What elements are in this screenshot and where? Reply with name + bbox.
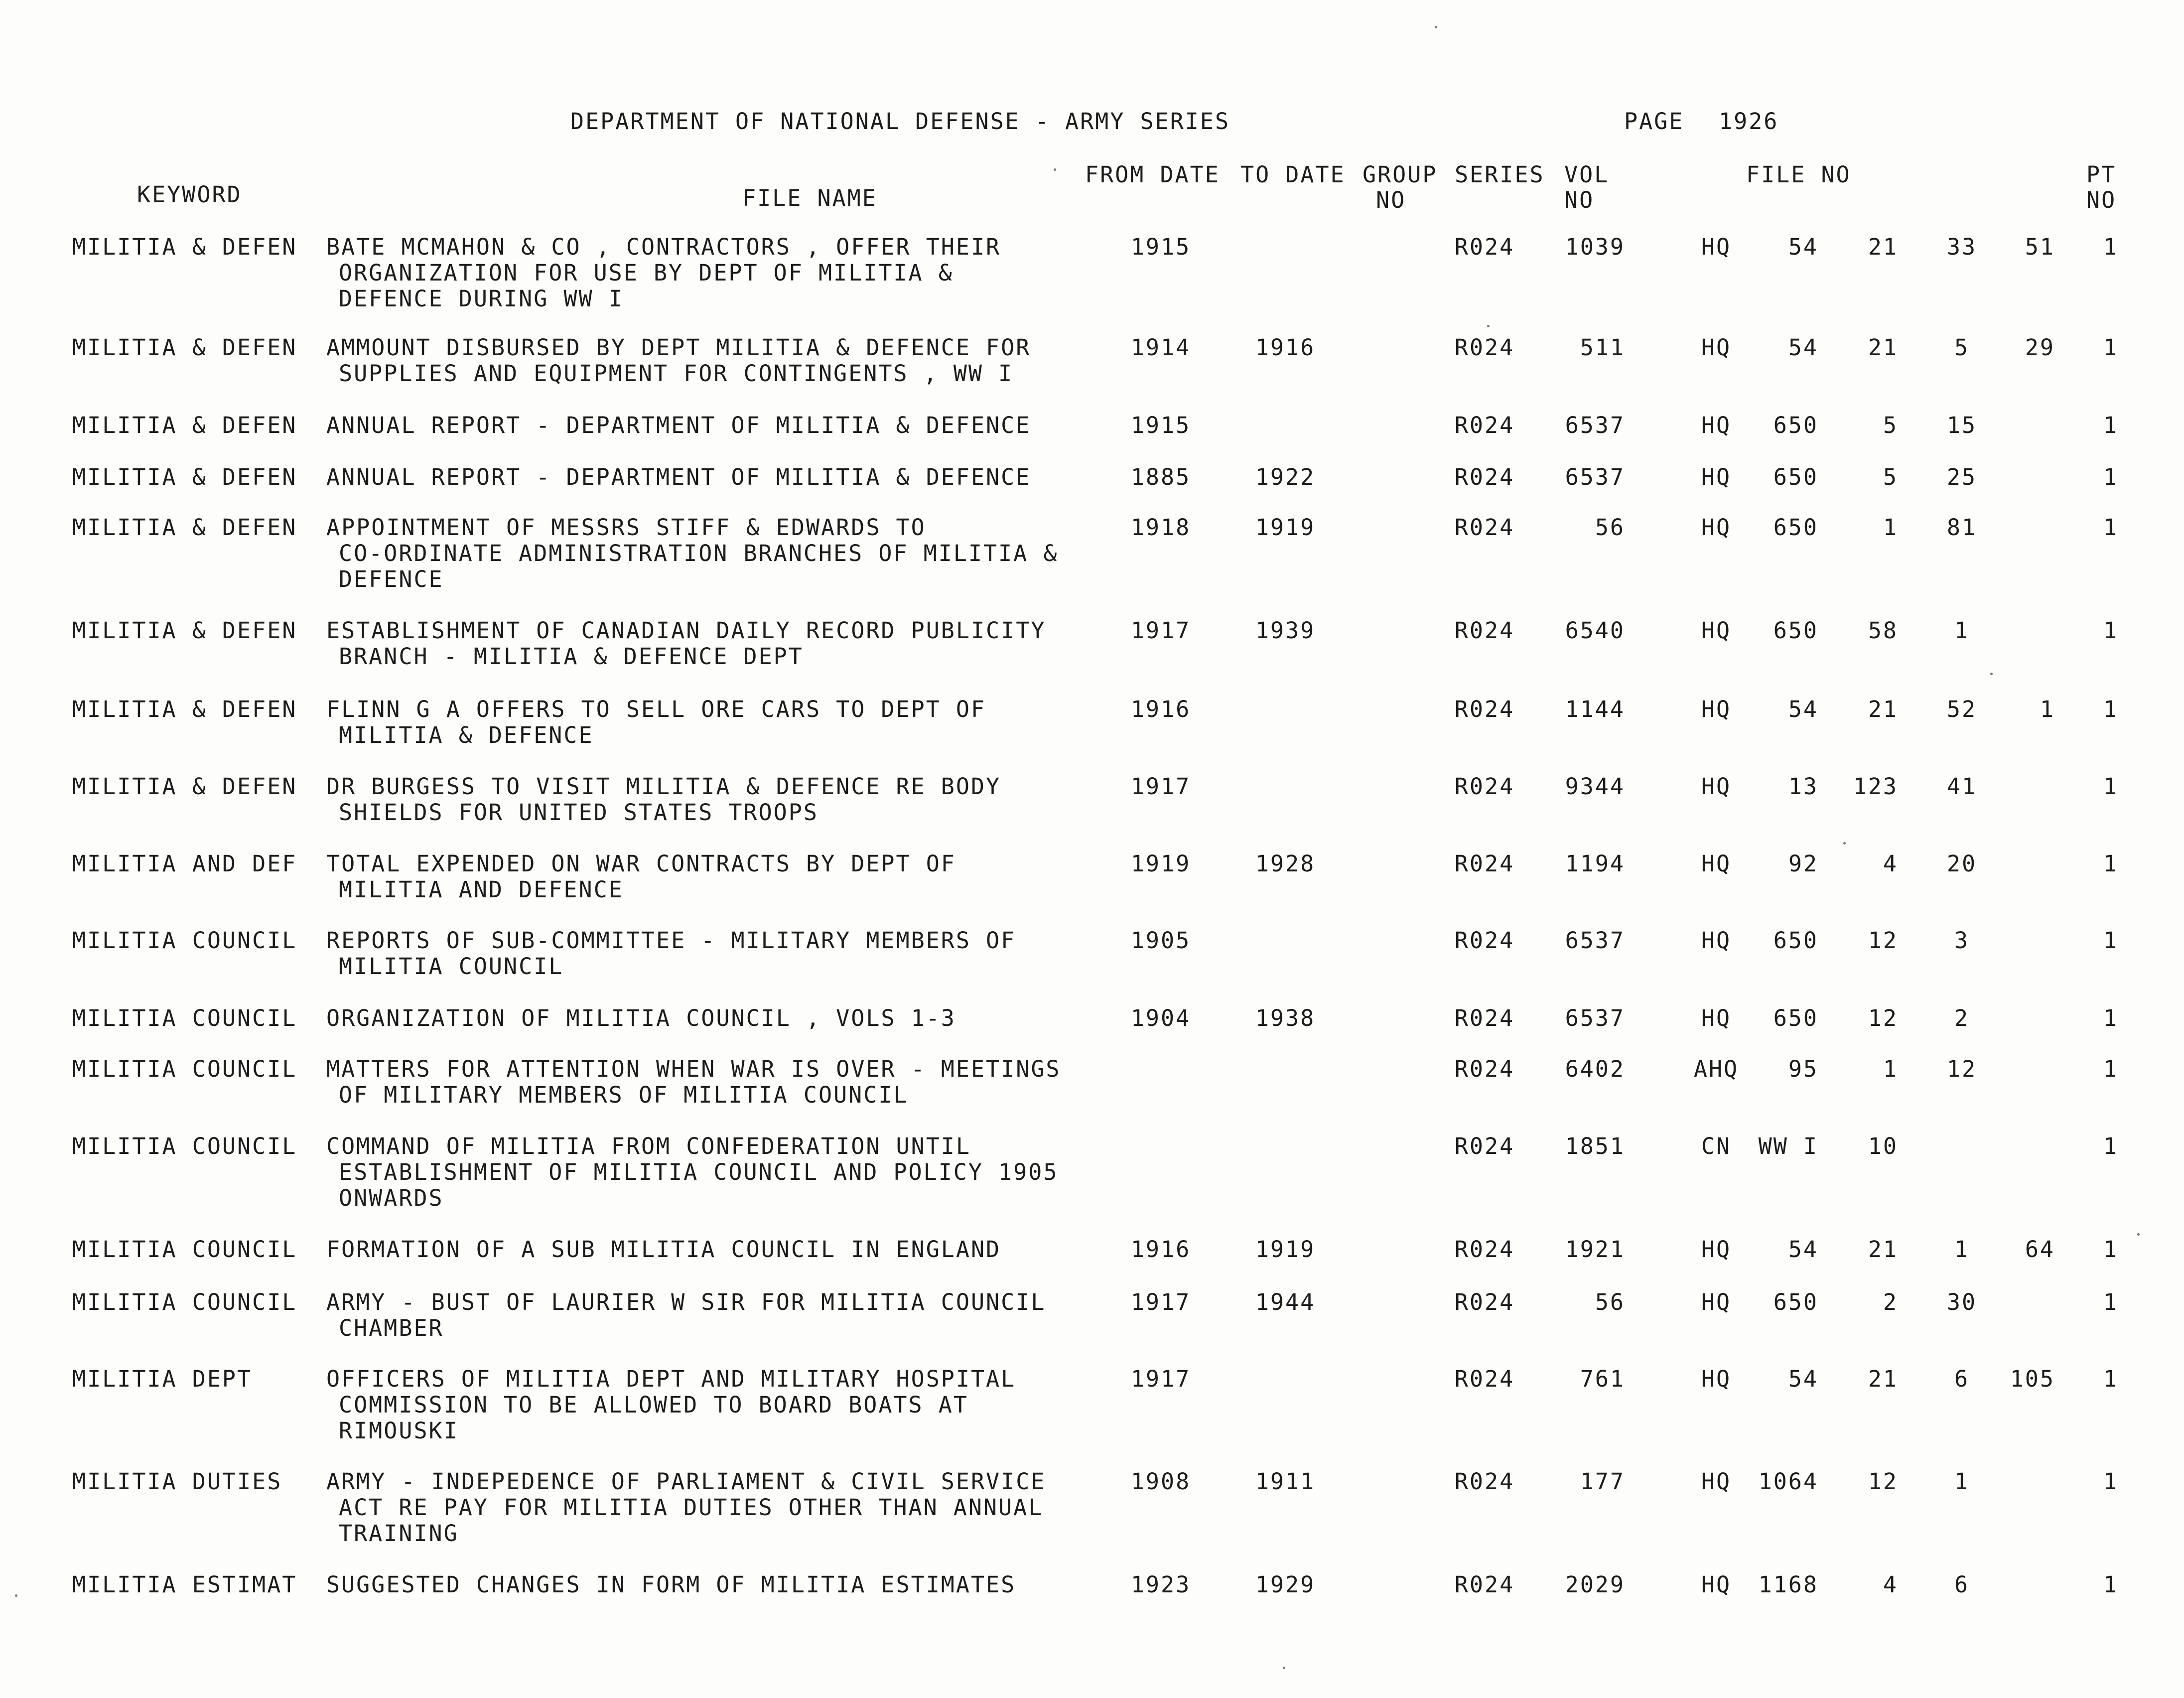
cell-file-no-1: 1168 — [1758, 1571, 1818, 1598]
cell-to-date: 1919 — [1255, 1236, 1316, 1263]
cell-vol-no: 6402 — [1565, 1056, 1625, 1082]
cell-vol-no: 2029 — [1565, 1571, 1625, 1598]
cell-file-name: OFFICERS OF MILITIA DEPT AND MILITARY HOSPITAL — [326, 1366, 1016, 1392]
cell-file-no-2: 2 — [1883, 1289, 1898, 1315]
cell-file-name: ANNUAL REPORT - DEPARTMENT OF MILITIA & DEFENCE — [326, 412, 1031, 438]
cell-from-date: 1919 — [1130, 850, 1191, 877]
cell-file-name: ANNUAL REPORT - DEPARTMENT OF MILITIA & DEFENCE — [326, 464, 1031, 490]
cell-file-no-4: 1 — [2040, 696, 2055, 722]
cell-file-no-prefix: HQ — [1701, 1366, 1732, 1392]
cell-file-name: AMMOUNT DISBURSED BY DEPT MILITIA & DEFENCE FOR — [326, 334, 1031, 361]
cell-keyword: MILITIA COUNCIL — [72, 1133, 297, 1159]
cell-series: R024 — [1454, 1366, 1515, 1392]
cell-file-name: RIMOUSKI — [339, 1417, 459, 1444]
cell-file-no-1: 92 — [1788, 850, 1818, 877]
cell-pt-no: 1 — [2103, 1005, 2119, 1031]
cell-file-no-prefix: HQ — [1701, 1468, 1732, 1495]
cell-pt-no: 1 — [2103, 1571, 2119, 1598]
cell-file-name: FORMATION OF A SUB MILITIA COUNCIL IN ENGLAND — [326, 1236, 1001, 1263]
cell-pt-no: 1 — [2103, 850, 2119, 877]
cell-file-no-2: 5 — [1883, 464, 1898, 490]
cell-vol-no: 6537 — [1565, 412, 1625, 438]
cell-file-no-3: 30 — [1946, 1289, 1977, 1315]
cell-file-name: TRAINING — [339, 1520, 459, 1547]
cell-from-date: 1904 — [1130, 1005, 1191, 1031]
cell-series: R024 — [1454, 234, 1515, 260]
scan-speck — [1435, 26, 1437, 28]
cell-keyword: MILITIA COUNCIL — [72, 1236, 297, 1263]
cell-vol-no: 1039 — [1565, 234, 1625, 260]
cell-series: R024 — [1454, 617, 1515, 644]
cell-keyword: MILITIA COUNCIL — [72, 1005, 297, 1031]
cell-keyword: MILITIA & DEFEN — [72, 464, 297, 490]
cell-from-date: 1917 — [1130, 1289, 1191, 1315]
cell-file-no-3: 6 — [1954, 1571, 1970, 1598]
cell-file-no-2: 4 — [1883, 850, 1898, 877]
page-title: DEPARTMENT OF NATIONAL DEFENSE - ARMY SERIES — [570, 108, 1230, 135]
cell-vol-no: 1144 — [1565, 696, 1625, 722]
col-header-vol-no: NO — [1564, 187, 1595, 213]
cell-file-no-3: 5 — [1954, 334, 1970, 361]
cell-file-no-3: 15 — [1946, 412, 1977, 438]
cell-vol-no: 761 — [1580, 1366, 1625, 1392]
cell-file-no-3: 41 — [1946, 773, 1977, 800]
cell-file-name: ARMY - INDEPEDENCE OF PARLIAMENT & CIVIL SERVICE — [326, 1468, 1046, 1495]
cell-file-name: MILITIA AND DEFENCE — [339, 876, 624, 903]
cell-file-no-2: 123 — [1853, 773, 1898, 800]
cell-series: R024 — [1454, 1133, 1515, 1159]
col-header-group-no: NO — [1376, 187, 1406, 213]
cell-file-no-1: WW I — [1758, 1133, 1818, 1159]
cell-keyword: MILITIA & DEFEN — [72, 773, 297, 800]
cell-file-no-2: 21 — [1868, 1236, 1898, 1263]
cell-file-no-1: 1064 — [1758, 1468, 1818, 1495]
col-header-from-date: FROM DATE — [1085, 161, 1220, 188]
cell-file-no-2: 21 — [1868, 696, 1898, 722]
col-header-series: SERIES — [1455, 161, 1545, 188]
cell-to-date: 1929 — [1255, 1571, 1316, 1598]
cell-file-no-2: 4 — [1883, 1571, 1898, 1598]
cell-series: R024 — [1454, 850, 1515, 877]
col-header-group: GROUP — [1363, 161, 1438, 188]
cell-from-date: 1916 — [1130, 696, 1191, 722]
scan-speck — [1843, 842, 1846, 845]
cell-keyword: MILITIA AND DEF — [72, 850, 297, 877]
cell-file-no-3: 12 — [1946, 1056, 1977, 1082]
cell-file-no-prefix: HQ — [1701, 1289, 1732, 1315]
cell-file-no-prefix: HQ — [1701, 773, 1732, 800]
cell-file-name: BATE MCMAHON & CO , CONTRACTORS , OFFER THEIR — [326, 234, 1001, 260]
cell-pt-no: 1 — [2103, 514, 2119, 541]
cell-to-date: 1939 — [1255, 617, 1316, 644]
cell-file-no-1: 650 — [1773, 1289, 1818, 1315]
cell-pt-no: 1 — [2103, 617, 2119, 644]
cell-file-no-prefix: AHQ — [1693, 1056, 1739, 1082]
cell-file-no-1: 13 — [1788, 773, 1818, 800]
scan-speck — [1487, 325, 1490, 327]
cell-file-no-3: 2 — [1954, 1005, 1970, 1031]
page-number: 1926 — [1719, 108, 1779, 135]
col-header-file-no: FILE NO — [1746, 161, 1851, 188]
scan-speck — [1054, 168, 1056, 171]
cell-pt-no: 1 — [2103, 412, 2119, 438]
cell-from-date: 1885 — [1130, 464, 1191, 490]
cell-keyword: MILITIA & DEFEN — [72, 617, 297, 644]
cell-file-name: BRANCH - MILITIA & DEFENCE DEPT — [339, 643, 804, 670]
cell-file-name: DEFENCE DURING WW I — [339, 285, 624, 312]
cell-file-name: ORGANIZATION FOR USE BY DEPT OF MILITIA & — [339, 260, 954, 286]
cell-file-no-3: 6 — [1954, 1366, 1970, 1392]
cell-file-name: MILITIA & DEFENCE — [339, 722, 594, 748]
cell-from-date: 1905 — [1130, 927, 1191, 954]
cell-file-no-4: 64 — [2025, 1236, 2055, 1263]
cell-to-date: 1916 — [1255, 334, 1316, 361]
cell-file-no-prefix: HQ — [1701, 1236, 1732, 1263]
cell-file-no-1: 54 — [1788, 234, 1818, 260]
cell-vol-no: 1851 — [1565, 1133, 1625, 1159]
cell-file-no-3: 20 — [1946, 850, 1977, 877]
page-label: PAGE — [1624, 108, 1684, 135]
col-header-pt: PT — [2086, 161, 2117, 188]
cell-vol-no: 56 — [1595, 514, 1625, 541]
cell-keyword: MILITIA ESTIMAT — [72, 1571, 297, 1598]
cell-file-no-1: 54 — [1788, 334, 1818, 361]
cell-file-name: SUPPLIES AND EQUIPMENT FOR CONTINGENTS , WW I — [339, 360, 1014, 387]
cell-vol-no: 6537 — [1565, 927, 1625, 954]
cell-file-name: ONWARDS — [339, 1185, 444, 1211]
cell-file-name: ESTABLISHMENT OF CANADIAN DAILY RECORD PUBLICITY — [326, 617, 1046, 644]
cell-vol-no: 511 — [1580, 334, 1625, 361]
cell-file-no-1: 650 — [1773, 412, 1818, 438]
cell-series: R024 — [1454, 1005, 1515, 1031]
cell-from-date: 1914 — [1130, 334, 1191, 361]
cell-file-no-1: 650 — [1773, 927, 1818, 954]
cell-file-no-2: 58 — [1868, 617, 1898, 644]
cell-vol-no: 1194 — [1565, 850, 1625, 877]
cell-keyword: MILITIA DUTIES — [72, 1468, 282, 1495]
cell-pt-no: 1 — [2103, 1236, 2119, 1263]
cell-file-name: OF MILITARY MEMBERS OF MILITIA COUNCIL — [339, 1082, 909, 1108]
cell-series: R024 — [1454, 1056, 1515, 1082]
cell-file-name: CO-ORDINATE ADMINISTRATION BRANCHES OF MILITIA & — [339, 540, 1059, 566]
cell-file-name: SHIELDS FOR UNITED STATES TROOPS — [339, 799, 819, 826]
cell-file-name: MILITIA COUNCIL — [339, 953, 564, 980]
cell-pt-no: 1 — [2103, 1056, 2119, 1082]
cell-keyword: MILITIA COUNCIL — [72, 1056, 297, 1082]
cell-file-no-1: 650 — [1773, 617, 1818, 644]
cell-keyword: MILITIA COUNCIL — [72, 927, 297, 954]
cell-pt-no: 1 — [2103, 696, 2119, 722]
cell-pt-no: 1 — [2103, 334, 2119, 361]
cell-file-no-3: 33 — [1946, 234, 1977, 260]
col-header-file-name: FILE NAME — [742, 185, 877, 211]
cell-file-no-4: 105 — [2010, 1366, 2055, 1392]
cell-file-name: ACT RE PAY FOR MILITIA DUTIES OTHER THAN ANNUAL — [339, 1494, 1044, 1521]
cell-series: R024 — [1454, 1571, 1515, 1598]
cell-file-name: DR BURGESS TO VISIT MILITIA & DEFENCE RE BODY — [326, 773, 1001, 800]
cell-file-no-2: 10 — [1868, 1133, 1898, 1159]
cell-from-date: 1908 — [1130, 1468, 1191, 1495]
cell-file-no-prefix: CN — [1701, 1133, 1732, 1159]
cell-file-no-prefix: HQ — [1701, 412, 1732, 438]
cell-to-date: 1922 — [1255, 464, 1316, 490]
cell-series: R024 — [1454, 514, 1515, 541]
cell-file-no-prefix: HQ — [1701, 1005, 1732, 1031]
cell-file-no-1: 54 — [1788, 696, 1818, 722]
cell-file-name: DEFENCE — [339, 566, 444, 592]
cell-pt-no: 1 — [2103, 464, 2119, 490]
cell-from-date: 1916 — [1130, 1236, 1191, 1263]
cell-file-no-3: 3 — [1954, 927, 1970, 954]
col-header-keyword: KEYWORD — [137, 181, 242, 208]
scan-speck — [1283, 1667, 1285, 1669]
cell-file-name: COMMAND OF MILITIA FROM CONFEDERATION UNTIL — [326, 1133, 971, 1159]
cell-vol-no: 9344 — [1565, 773, 1625, 800]
scan-speck — [2137, 1233, 2140, 1236]
cell-to-date: 1944 — [1255, 1289, 1316, 1315]
cell-file-no-2: 21 — [1868, 1366, 1898, 1392]
col-header-pt-no: NO — [2086, 187, 2117, 213]
cell-keyword: MILITIA & DEFEN — [72, 334, 297, 361]
cell-series: R024 — [1454, 412, 1515, 438]
cell-file-no-1: 54 — [1788, 1236, 1818, 1263]
cell-file-no-1: 650 — [1773, 464, 1818, 490]
cell-keyword: MILITIA DEPT — [72, 1366, 253, 1392]
col-header-vol: VOL — [1564, 161, 1610, 188]
cell-pt-no: 1 — [2103, 927, 2119, 954]
cell-pt-no: 1 — [2103, 1289, 2119, 1315]
cell-keyword: MILITIA COUNCIL — [72, 1289, 297, 1315]
cell-keyword: MILITIA & DEFEN — [72, 234, 297, 260]
cell-file-no-1: 54 — [1788, 1366, 1818, 1392]
cell-file-no-prefix: HQ — [1701, 617, 1732, 644]
cell-file-no-2: 12 — [1868, 927, 1898, 954]
cell-series: R024 — [1454, 1468, 1515, 1495]
cell-series: R024 — [1454, 696, 1515, 722]
cell-vol-no: 6540 — [1565, 617, 1625, 644]
cell-series: R024 — [1454, 1289, 1515, 1315]
cell-file-no-prefix: HQ — [1701, 850, 1732, 877]
cell-vol-no: 6537 — [1565, 1005, 1625, 1031]
cell-from-date: 1917 — [1130, 1366, 1191, 1392]
cell-file-name: TOTAL EXPENDED ON WAR CONTRACTS BY DEPT OF — [326, 850, 956, 877]
cell-file-name: REPORTS OF SUB-COMMITTEE - MILITARY MEMBERS OF — [326, 927, 1016, 954]
cell-file-no-4: 29 — [2025, 334, 2055, 361]
cell-file-name: FLINN G A OFFERS TO SELL ORE CARS TO DEPT OF — [326, 696, 986, 722]
cell-pt-no: 1 — [2103, 1133, 2119, 1159]
cell-to-date: 1919 — [1255, 514, 1316, 541]
cell-file-no-3: 81 — [1946, 514, 1977, 541]
cell-file-no-2: 12 — [1868, 1005, 1898, 1031]
cell-file-name: ESTABLISHMENT OF MILITIA COUNCIL AND POLICY 1905 — [339, 1159, 1059, 1185]
cell-pt-no: 1 — [2103, 1366, 2119, 1392]
cell-pt-no: 1 — [2103, 1468, 2119, 1495]
cell-series: R024 — [1454, 773, 1515, 800]
cell-file-no-3: 1 — [1954, 1468, 1970, 1495]
cell-file-no-prefix: HQ — [1701, 1571, 1732, 1598]
cell-keyword: MILITIA & DEFEN — [72, 412, 297, 438]
cell-file-no-1: 95 — [1788, 1056, 1818, 1082]
scan-speck — [1990, 673, 1993, 675]
cell-series: R024 — [1454, 334, 1515, 361]
cell-vol-no: 6537 — [1565, 464, 1625, 490]
cell-file-no-2: 1 — [1883, 514, 1898, 541]
cell-vol-no: 56 — [1595, 1289, 1625, 1315]
cell-pt-no: 1 — [2103, 773, 2119, 800]
cell-file-no-4: 51 — [2025, 234, 2055, 260]
cell-file-no-1: 650 — [1773, 1005, 1818, 1031]
cell-vol-no: 177 — [1580, 1468, 1625, 1495]
cell-file-no-3: 1 — [1954, 617, 1970, 644]
cell-file-name: ARMY - BUST OF LAURIER W SIR FOR MILITIA COUNCIL — [326, 1289, 1046, 1315]
cell-file-no-2: 12 — [1868, 1468, 1898, 1495]
cell-series: R024 — [1454, 1236, 1515, 1263]
cell-to-date: 1928 — [1255, 850, 1316, 877]
cell-file-name: MATTERS FOR ATTENTION WHEN WAR IS OVER - MEETINGS — [326, 1056, 1061, 1082]
cell-file-no-2: 1 — [1883, 1056, 1898, 1082]
cell-file-no-prefix: HQ — [1701, 696, 1732, 722]
cell-file-no-prefix: HQ — [1701, 234, 1732, 260]
cell-file-no-3: 25 — [1946, 464, 1977, 490]
cell-file-no-2: 5 — [1883, 412, 1898, 438]
cell-from-date: 1917 — [1130, 617, 1191, 644]
cell-file-no-prefix: HQ — [1701, 927, 1732, 954]
cell-from-date: 1915 — [1130, 412, 1191, 438]
cell-file-no-2: 21 — [1868, 234, 1898, 260]
cell-keyword: MILITIA & DEFEN — [72, 514, 297, 541]
cell-to-date: 1911 — [1255, 1468, 1316, 1495]
cell-from-date: 1918 — [1130, 514, 1191, 541]
cell-from-date: 1923 — [1130, 1571, 1191, 1598]
cell-pt-no: 1 — [2103, 234, 2119, 260]
cell-keyword: MILITIA & DEFEN — [72, 696, 297, 722]
cell-file-name: SUGGESTED CHANGES IN FORM OF MILITIA ESTIMATES — [326, 1571, 1016, 1598]
cell-from-date: 1915 — [1130, 234, 1191, 260]
col-header-to-date: TO DATE — [1240, 161, 1346, 188]
cell-file-no-3: 1 — [1954, 1236, 1970, 1263]
cell-file-name: ORGANIZATION OF MILITIA COUNCIL , VOLS 1-3 — [326, 1005, 956, 1031]
cell-file-name: COMMISSION TO BE ALLOWED TO BOARD BOATS AT — [339, 1392, 968, 1418]
cell-from-date: 1917 — [1130, 773, 1191, 800]
cell-file-no-prefix: HQ — [1701, 514, 1732, 541]
cell-vol-no: 1921 — [1565, 1236, 1625, 1263]
scan-speck — [15, 1594, 17, 1597]
cell-series: R024 — [1454, 927, 1515, 954]
cell-file-name: CHAMBER — [339, 1315, 444, 1341]
cell-file-no-2: 21 — [1868, 334, 1898, 361]
cell-file-no-3: 52 — [1946, 696, 1977, 722]
cell-series: R024 — [1454, 464, 1515, 490]
cell-file-no-1: 650 — [1773, 514, 1818, 541]
cell-to-date: 1938 — [1255, 1005, 1316, 1031]
cell-file-no-prefix: HQ — [1701, 464, 1732, 490]
cell-file-name: APPOINTMENT OF MESSRS STIFF & EDWARDS TO — [326, 514, 926, 541]
cell-file-no-prefix: HQ — [1701, 334, 1732, 361]
